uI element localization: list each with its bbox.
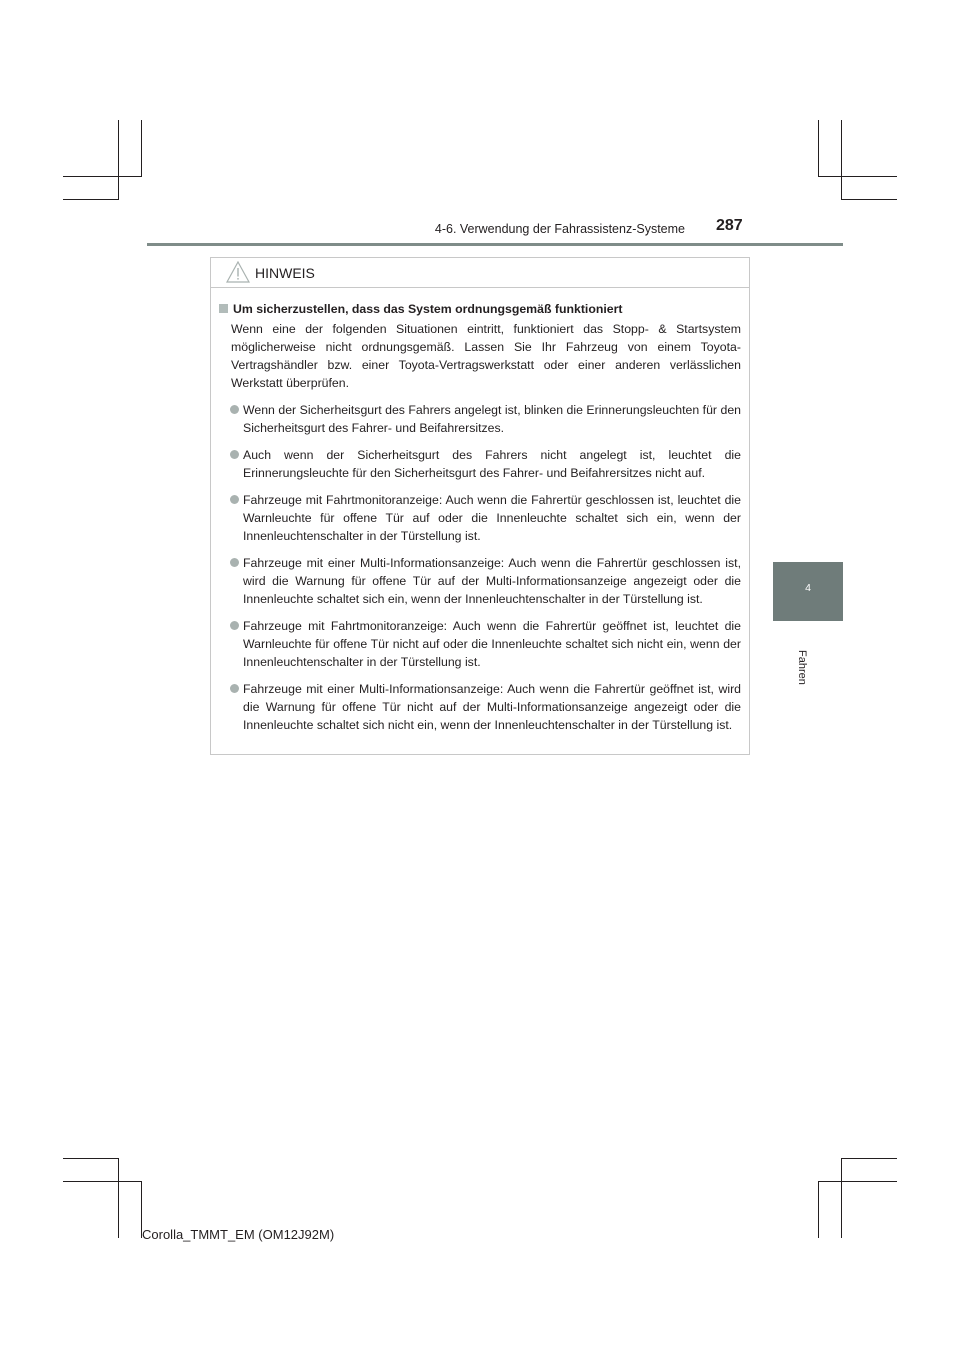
circle-bullet-icon xyxy=(230,450,239,459)
crop-mark xyxy=(63,1158,119,1159)
circle-bullet-icon xyxy=(230,558,239,567)
circle-bullet-icon xyxy=(230,684,239,693)
list-item xyxy=(219,491,741,545)
notice-subheading-text: Um sicherzustellen, dass das System ordnungsgemäß funktioniert xyxy=(233,302,623,316)
crop-mark xyxy=(141,120,142,177)
crop-mark xyxy=(63,176,142,177)
crop-mark xyxy=(841,1158,842,1238)
notice-intro: Wenn eine der folgenden Situationen eintritt, funktioniert das Stopp- & Startsystem möglicherweise nicht ordnungsgemäß. Lassen Sie Ihr Fahrzeug von einem Toyota-Vertragshändler bzw. einer Toyota-Vertragswerkstatt oder einer anderen verlässlichen Werkstatt überprüfen. xyxy=(231,322,741,390)
warning-triangle-icon xyxy=(226,261,250,283)
section-title: 4-6. Verwendung der Fahrassistenz-Systeme xyxy=(434,222,685,236)
list-item xyxy=(219,680,741,734)
chapter-tab xyxy=(773,562,843,621)
crop-mark xyxy=(63,199,119,200)
circle-bullet-icon xyxy=(230,405,239,414)
chapter-number: 4 xyxy=(805,582,811,594)
list-item xyxy=(219,554,741,608)
circle-bullet-icon xyxy=(230,621,239,630)
notice-subheading xyxy=(219,300,741,318)
notice-title: HINWEIS xyxy=(255,265,315,281)
crop-mark xyxy=(118,1158,119,1238)
crop-mark xyxy=(841,199,897,200)
list-item xyxy=(219,401,741,437)
footer-document-id: Corolla_TMMT_EM (OM12J92M) xyxy=(142,1227,335,1242)
crop-mark xyxy=(818,176,897,177)
chapter-label: Fahren xyxy=(796,650,808,685)
crop-mark xyxy=(841,120,842,200)
notice-header xyxy=(211,258,749,288)
crop-mark xyxy=(63,1181,142,1182)
list-item-text: Auch wenn der Sicherheitsgurt des Fahrers nicht angelegt ist, leuchtet die Erinnerungsleuchte für den Sicherheitsgurt des Fahrer- und Beifahrersitzes nicht auf. xyxy=(243,448,741,480)
list-item-text: Wenn der Sicherheitsgurt des Fahrers angelegt ist, blinken die Erinnerungsleuchten für den Sicherheitsgurt des Fahrer- und Beifahrersitzes. xyxy=(243,403,741,435)
list-item-text: Fahrzeuge mit Fahrtmonitoranzeige: Auch wenn die Fahrertür geöffnet ist, leuchtet die Warnleuchte für offene Tür nicht auf oder die Innenleuchte schaltet sich nicht ein, wenn der Innenleuchtenschalter in der Türstellung ist. xyxy=(243,619,741,669)
list-item-text: Fahrzeuge mit Fahrtmonitoranzeige: Auch wenn die Fahrertür geschlossen ist, leuchtet die Warnleuchte für offene Tür auf oder die Innenleuchte schaltet sich ein, wenn der Innenleuchtenschalter in der Türstellung ist. xyxy=(243,493,741,543)
square-bullet-icon xyxy=(219,304,228,313)
notice-bullet-list xyxy=(219,401,741,734)
crop-mark xyxy=(818,1181,819,1238)
notice-body xyxy=(211,288,749,734)
chapter-side-label xyxy=(796,650,816,685)
crop-mark xyxy=(818,1181,897,1182)
list-item-text: Fahrzeuge mit einer Multi-Informationsanzeige: Auch wenn die Fahrertür geschlossen ist, wird die Warnung für offene Tür auf der Multi-Informationsanzeige angezeigt oder die Innenleuchte schaltet sich ein, wenn der Innenleuchtenschalter in der Türstellung ist. xyxy=(243,556,741,606)
notice-box xyxy=(210,257,750,755)
page-number: 287 xyxy=(716,217,743,234)
crop-mark xyxy=(118,120,119,200)
crop-mark xyxy=(841,1158,897,1159)
list-item xyxy=(219,617,741,671)
list-item xyxy=(219,446,741,482)
circle-bullet-icon xyxy=(230,495,239,504)
crop-mark xyxy=(818,120,819,177)
list-item-text: Fahrzeuge mit einer Multi-Informationsanzeige: Auch wenn die Fahrertür geöffnet ist, wird die Warnung für offene Tür nicht auf der Multi-Informationsanzeige angezeigt oder die Innenleuchte schaltet sich nicht ein, wenn der Innenleuchtenschalter in der Türstellung ist. xyxy=(243,682,741,732)
header-rule xyxy=(147,243,843,246)
